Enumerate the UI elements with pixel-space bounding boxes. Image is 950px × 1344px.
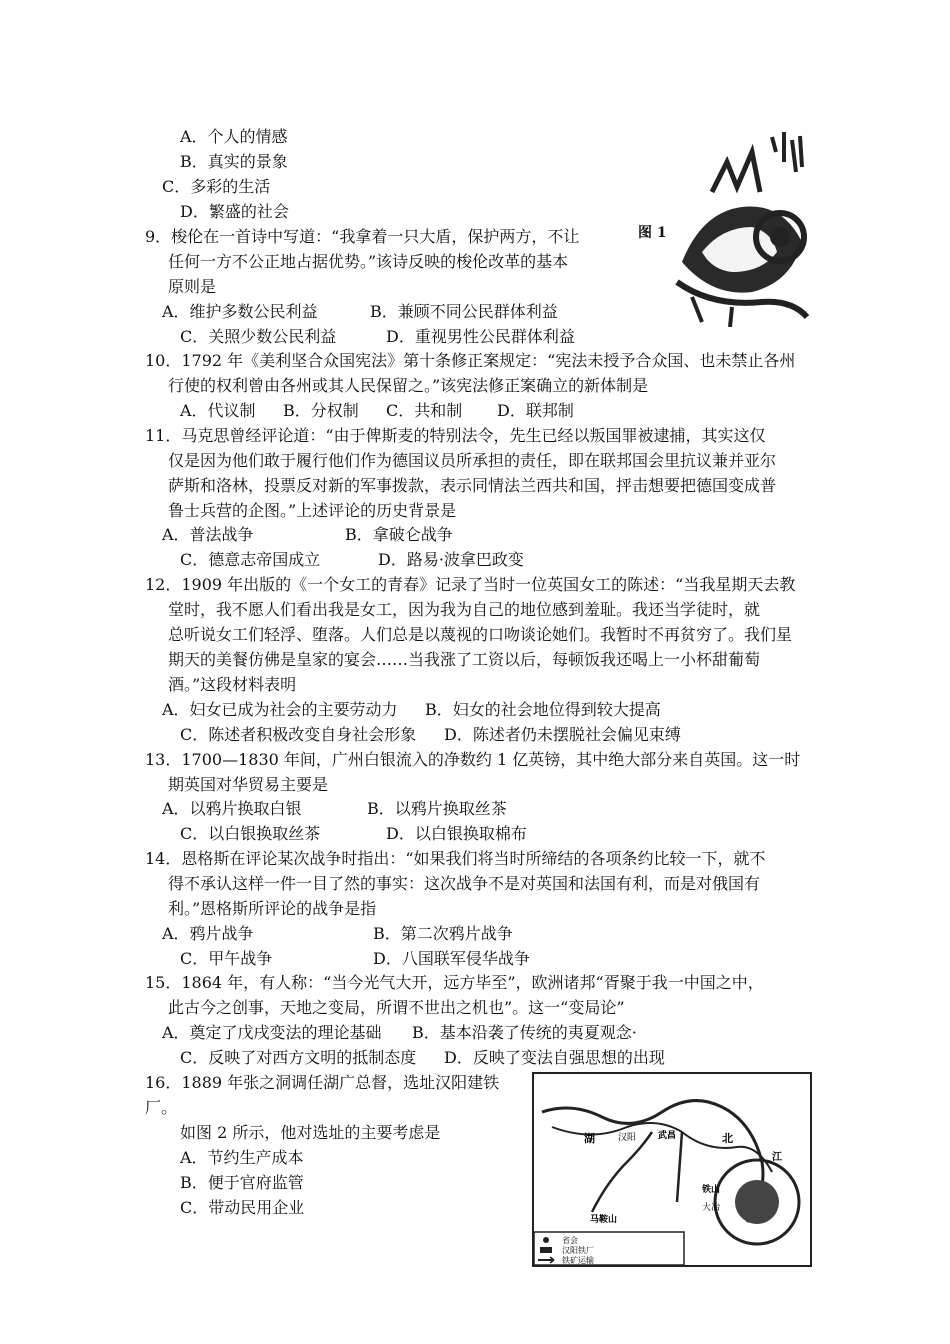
q16-option-b: B．便于官府监管 <box>180 1173 304 1192</box>
q8-option-b: B．真实的景象 <box>180 152 288 171</box>
q9-option-d: D．重视男性公民群体利益 <box>386 327 575 346</box>
legend-item: 铁矿运输 <box>562 1256 594 1265</box>
q13-option-a: A．以鸦片换取白银 <box>162 799 302 818</box>
map-label: 江 <box>772 1152 782 1163</box>
q12-stem-line: 堂时，我不愿人们看出我是女工，因为我为自己的地位感到羞耻。我还当学徒时，就 <box>168 600 761 619</box>
q15-option-c: C．反映了对西方文明的抵制态度 <box>180 1048 417 1067</box>
q12-stem-line: 12．1909 年出版的《一个女工的青春》记录了当时一位英国女工的陈述：“当我星期天去教 <box>145 575 796 594</box>
q14-option-c: C．甲午战争 <box>180 949 273 968</box>
q11-option-b: B．拿破仑战争 <box>345 525 453 544</box>
figure-1-label: 图 1 <box>638 225 667 241</box>
q11-option-d: D．路易·波拿巴政变 <box>378 550 524 569</box>
q10-option-d: D．联邦制 <box>497 401 574 420</box>
q15-stem-line: 此古今之创事，天地之变局，所谓不世出之机也”。这一“变局论” <box>168 998 625 1017</box>
q15-stem-line: 15．1864 年，有人称：“当今光气大开，远方毕至”，欧洲诸邦“胥聚于我一中国之中， <box>145 973 764 992</box>
q16-stem-line: 16．1889 年张之洞调任湖广总督，选址汉阳建铁 <box>145 1073 500 1092</box>
q14-stem-line: 得不承认这样一件一目了然的事实：这次战争不是对英国和法国有利，而是对俄国有 <box>168 874 761 893</box>
q14-option-a: A．鸦片战争 <box>162 924 254 943</box>
map-label: 铁山 <box>702 1185 721 1195</box>
q13-option-c: C．以白银换取丝茶 <box>180 824 321 843</box>
map-label: 汉阳 <box>618 1133 637 1143</box>
q15-option-b: B．基本沿袭了传统的夷夏观念· <box>412 1023 637 1042</box>
q11-stem-line: 鲁士兵营的企图。”上述评论的历史背景是 <box>168 501 457 520</box>
q14-option-d: D．八国联军侵华战争 <box>373 949 530 968</box>
map-label: 武昌 <box>658 1131 677 1141</box>
q8-option-c: C．多彩的生活 <box>162 177 271 196</box>
q8-option-a: A．个人的情感 <box>180 127 288 146</box>
q9-option-b: B．兼顾不同公民群体利益 <box>370 302 558 321</box>
legend-item: 省会 <box>562 1236 578 1245</box>
q13-stem-line: 期英国对华贸易主要是 <box>168 775 329 794</box>
q16-option-c: C．带动民用企业 <box>180 1198 305 1217</box>
q14-stem-line: 14．恩格斯在评论某次战争时指出：“如果我们将当时所缔结的各项条约比较一下，就不 <box>145 849 766 868</box>
map-label: 大冶 <box>702 1203 721 1213</box>
q11-stem-line: 萨斯和洛林，投票反对新的军事拨款，表示同情法兰西共和国，抨击想要把德国变成普 <box>168 476 777 495</box>
q12-option-b: B．妇女的社会地位得到较大提高 <box>425 700 661 719</box>
q16-stem-line: 厂。 <box>145 1098 178 1117</box>
q11-option-c: C．德意志帝国成立 <box>180 550 321 569</box>
q12-option-c: C．陈述者积极改变自身社会形象 <box>180 725 417 744</box>
q9-option-c: C．关照少数公民利益 <box>180 327 337 346</box>
q13-option-d: D．以白银换取棉布 <box>386 824 527 843</box>
q14-stem-line: 利。”恩格斯所评论的战争是指 <box>168 899 377 918</box>
q12-stem-line: 总听说女工们轻浮、堕落。人们总是以蔑视的口吻谈论她们。我暂时不再贫穷了。我们星 <box>168 625 793 644</box>
q11-option-a: A．普法战争 <box>162 525 254 544</box>
q8-option-d: D．繁盛的社会 <box>180 202 289 221</box>
q13-stem-line: 13．1700—1830 年间，广州白银流入的净数约 1 亿英镑，其中绝大部分来自英国。这一时 <box>145 750 801 769</box>
q12-option-d: D．陈述者仍未摆脱社会偏见束缚 <box>444 725 681 744</box>
q15-option-d: D．反映了变法自强思想的出现 <box>444 1048 665 1067</box>
q9-stem-line: 原则是 <box>168 277 217 296</box>
q13-option-b: B．以鸦片换取丝茶 <box>367 799 507 818</box>
q9-stem-line: 任何一方不公正地占据优势。”该诗反映的梭伦改革的基本 <box>168 252 569 271</box>
q12-option-a: A．妇女已成为社会的主要劳动力 <box>162 700 398 719</box>
q12-stem-line: 期天的美餐仿佛是皇家的宴会……当我涨了工资以后，每顿饭我还喝上一小杯甜葡萄 <box>168 650 761 669</box>
q12-stem-line: 酒。”这段材料表明 <box>168 675 297 694</box>
q9-option-a: A．维护多数公民利益 <box>162 302 318 321</box>
q16-option-a: A．节约生产成本 <box>180 1148 304 1167</box>
q10-option-a: A．代议制 <box>180 401 256 420</box>
q14-option-b: B．第二次鸦片战争 <box>373 924 513 943</box>
figure-2-map <box>532 1072 812 1267</box>
map-label: 北 <box>722 1132 733 1145</box>
figure-1-image <box>672 132 812 327</box>
q16-stem-line: 如图 2 所示，他对选址的主要考虑是 <box>180 1123 441 1142</box>
q10-option-c: C．共和制 <box>386 401 463 420</box>
map-label: 马鞍山 <box>590 1215 618 1225</box>
q10-stem-line: 10．1792 年《美利坚合众国宪法》第十条修正案规定：“宪法未授予合众国、也未禁止各州 <box>145 351 796 370</box>
q10-option-b: B．分权制 <box>283 401 359 420</box>
q15-option-a: A．奠定了戊戌变法的理论基础 <box>162 1023 382 1042</box>
q11-stem-line: 仅是因为他们敢于履行他们作为德国议员所承担的责任，即在联邦国会里抗议兼并亚尔 <box>168 451 777 470</box>
q11-stem-line: 11．马克思曾经评论道：“由于俾斯麦的特别法令，先生已经以叛国罪被逮捕，其实这仅 <box>145 426 766 445</box>
map-label: 湖 <box>584 1132 595 1145</box>
q9-stem-line: 9．梭伦在一首诗中写道：“我拿着一只大盾，保护两方，不让 <box>145 227 580 246</box>
legend-item: 汉阳铁厂 <box>562 1246 594 1255</box>
q10-stem-line: 行使的权利曾由各州或其人民保留之。”该宪法修正案确立的新体制是 <box>168 376 649 395</box>
